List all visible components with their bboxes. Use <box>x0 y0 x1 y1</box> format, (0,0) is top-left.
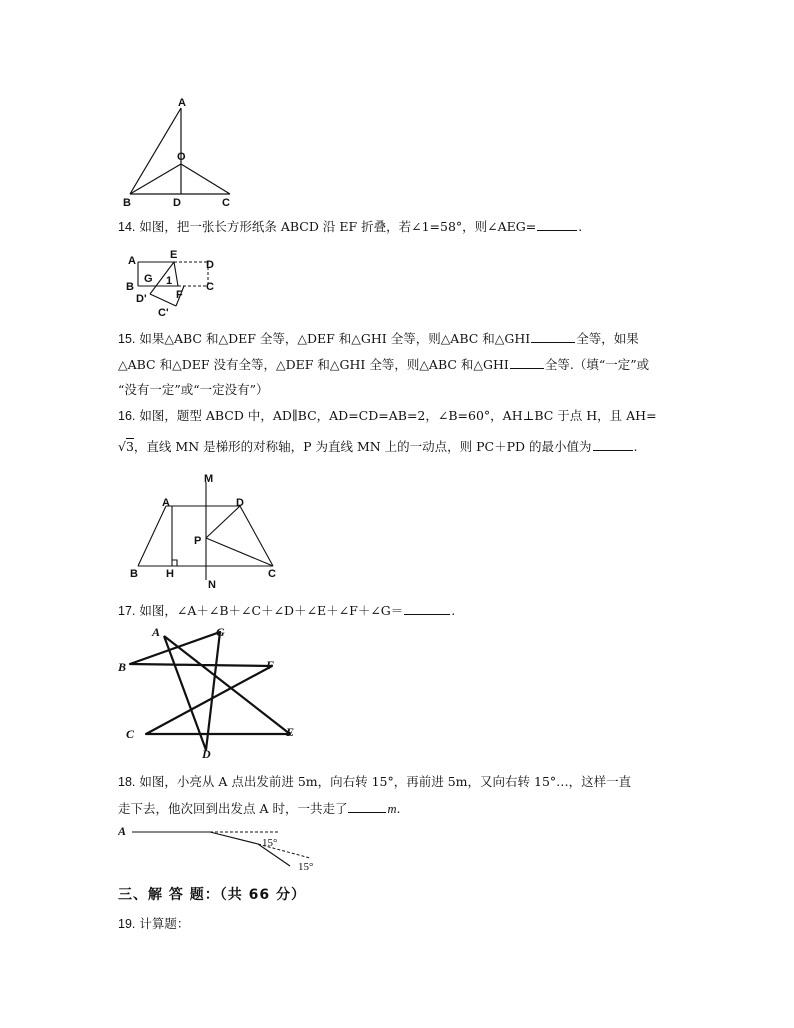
q17-label-g: G <box>216 625 225 639</box>
q13-label-c: C <box>222 197 230 209</box>
q14-label-c: C <box>206 281 214 293</box>
q16-label-b: B <box>130 568 138 580</box>
q15-number: 15. <box>118 332 136 346</box>
q19-body: 计算题： <box>139 916 190 931</box>
q14-fold-figure <box>118 244 228 320</box>
q16-label-c: C <box>268 568 276 580</box>
q17-answer-blank[interactable] <box>404 602 450 615</box>
q14-label-b: B <box>126 281 134 293</box>
q17-label-f: F <box>266 658 275 672</box>
q16-label-h: H <box>166 568 174 580</box>
q14-answer-blank[interactable] <box>537 218 577 231</box>
q17-body: 如图，∠A＋∠B＋∠C＋∠D＋∠E＋∠F＋∠G＝ <box>139 603 404 618</box>
q16-end: . <box>633 439 638 454</box>
q13-label-a: A <box>178 97 186 109</box>
q18-line2-text: 走下去，他次回到出发点 A 时，一共走了 <box>118 801 348 816</box>
q17-label-a: A <box>152 625 161 639</box>
section-3-title: 三、解 答 题：（共 66 分） <box>118 887 306 903</box>
q15-line1-b: 全等，如果 <box>576 331 639 346</box>
q14-label-f: F <box>176 289 183 301</box>
q14-label-a: A <box>128 255 136 267</box>
q16-label-a: A <box>162 497 170 509</box>
q17-label-b: B <box>118 660 127 674</box>
q18-line2 <box>118 800 401 817</box>
q16-label-d: D <box>236 497 244 509</box>
q16-trapezoid-figure <box>118 470 288 592</box>
q16-sqrt-value: 3 <box>125 439 134 454</box>
q15-line3 <box>118 382 269 398</box>
q17-end: . <box>451 603 456 618</box>
q14-label-e: E <box>170 249 178 261</box>
q14-label-d-prime: D' <box>136 293 147 305</box>
q16-answer-blank[interactable] <box>593 438 633 451</box>
q16-line1 <box>118 408 657 424</box>
q18-path-figure <box>118 822 328 876</box>
q18-line1 <box>118 774 631 790</box>
q18-line1-text: 如图，小亮从 A 点出发前进 5m，向右转 15°，再前进 5m，又向右转 15°…，这样一直 <box>139 774 632 789</box>
q13-label-o: O <box>177 151 186 163</box>
q15-line3-text: “没有一定”或“一定没有”） <box>118 382 269 397</box>
q15-line2 <box>118 356 649 373</box>
q14-label-d: D <box>206 259 214 271</box>
q16-label-n: N <box>208 579 216 591</box>
q16-label-p: P <box>194 535 202 547</box>
q14-end: . <box>578 219 583 234</box>
q14-text <box>118 218 582 235</box>
q18-number: 18. <box>118 775 136 789</box>
q17-number: 17. <box>118 604 136 618</box>
q17-label-e: E <box>286 725 295 739</box>
q15-answer-blank-1[interactable] <box>531 330 575 343</box>
q17-text <box>118 602 455 619</box>
q13-triangle-figure <box>118 96 248 212</box>
q17-label-d: D <box>202 747 211 761</box>
q17-star-figure <box>118 622 308 762</box>
q13-label-b: B <box>123 197 131 209</box>
q15-line1-a: 如果△ABC 和△DEF 全等，△DEF 和△GHI 全等，则△ABC 和△GHI <box>139 331 531 346</box>
q18-label-a: A <box>118 824 127 838</box>
q14-label-1: 1 <box>166 275 173 287</box>
q13-label-d: D <box>173 197 181 209</box>
q14-body: 如图，把一张长方形纸条 ABCD 沿 EF 折叠，若∠1=58°，则∠AEG= <box>139 219 537 234</box>
q19-number: 19. <box>118 917 136 931</box>
q16-line2 <box>118 438 638 455</box>
q14-label-c-prime: C' <box>158 307 169 319</box>
q14-number: 14. <box>118 220 136 234</box>
q17-label-c: C <box>126 727 135 741</box>
q18-unit: m <box>387 802 397 816</box>
q15-line1 <box>118 330 639 347</box>
q18-end: . <box>396 801 401 816</box>
q16-line1-text: 如图，题型 ABCD 中，AD∥BC，AD=CD=AB=2，∠B=60°，AH⊥BC 于点 H，且 AH= <box>139 408 657 423</box>
q15-answer-blank-2[interactable] <box>510 356 544 369</box>
q16-line2-text: ，直线 MN 是梯形的对称轴，P 为直线 MN 上的一动点，则 PC＋PD 的最小值为 <box>133 439 592 454</box>
q14-label-g: G <box>144 273 153 285</box>
q15-line2-a: △ABC 和△DEF 没有全等，△DEF 和△GHI 全等，则△ABC 和△GHI <box>118 357 509 372</box>
sqrt-symbol: √ <box>118 439 126 454</box>
q18-angle-label-1: 15° <box>262 837 278 849</box>
q16-number: 16. <box>118 409 136 423</box>
q19-text <box>118 916 189 932</box>
q18-angle-label-2: 15° <box>298 861 314 873</box>
q16-label-m: M <box>204 473 214 485</box>
q18-answer-blank[interactable] <box>348 800 386 813</box>
q15-line2-b: 全等.（填“一定”或 <box>544 357 650 372</box>
